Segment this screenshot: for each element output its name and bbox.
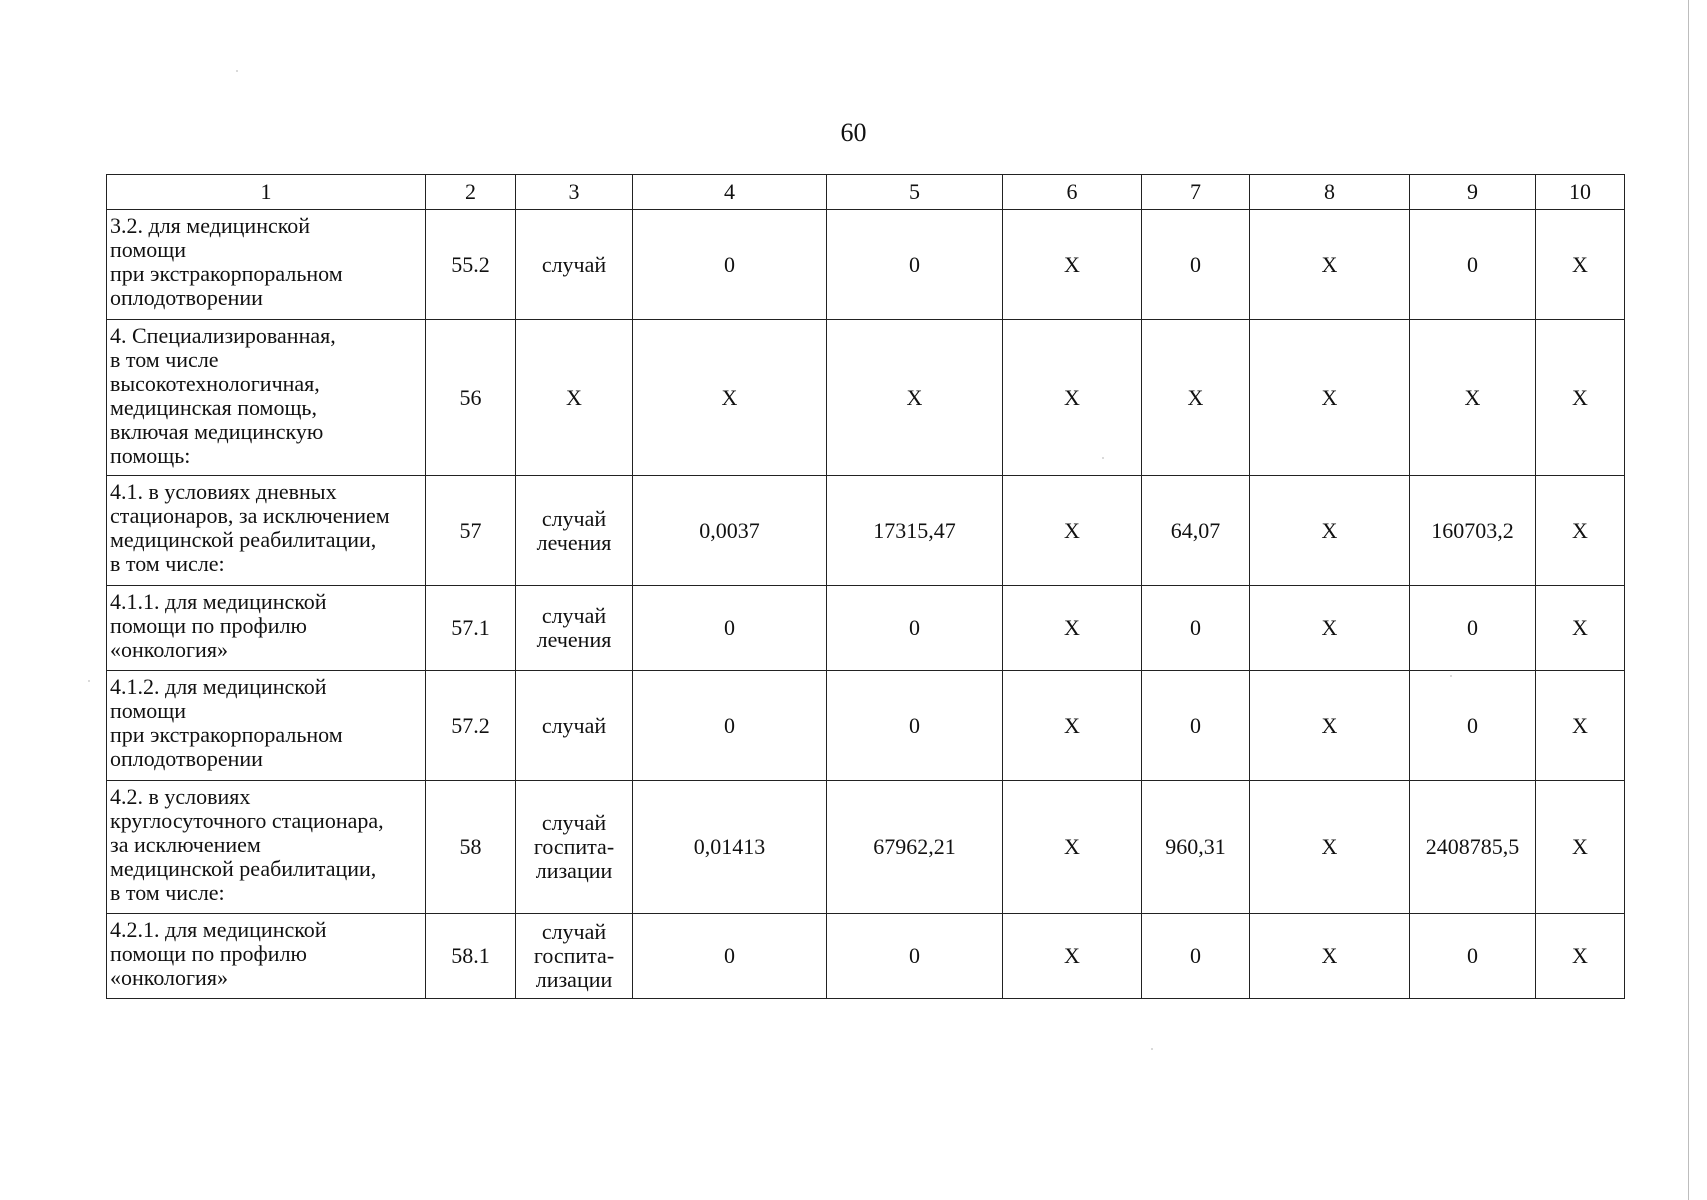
value-cell: X [1536, 320, 1625, 476]
value-cell: 0 [1410, 210, 1536, 320]
scan-speck [236, 70, 238, 72]
row-description: 4.1.2. для медицинской помощи при экстракорпоральном оплодотворении [107, 671, 426, 781]
row-description: 4.2.1. для медицинской помощи по профилю «онкология» [107, 914, 426, 999]
header-cell: 5 [827, 175, 1003, 210]
table-row [107, 320, 1625, 476]
value-cell: X [1003, 781, 1142, 914]
unit-cell: случай [516, 671, 633, 781]
data-table [106, 174, 1625, 999]
table-row [107, 476, 1625, 586]
header-cell: 7 [1142, 175, 1250, 210]
value-cell: X [633, 320, 827, 476]
value-cell: 0 [827, 586, 1003, 671]
row-number: 56 [426, 320, 516, 476]
row-description: 4.2. в условиях круглосуточного стационара, за исключением медицинской реабилитации, в том числе: [107, 781, 426, 914]
table-row [107, 210, 1625, 320]
value-cell: 0 [827, 914, 1003, 999]
value-cell: 0 [1410, 914, 1536, 999]
row-description: 4. Специализированная, в том числе высокотехнологичная, медицинская помощь, включая медицинскую помощь: [107, 320, 426, 476]
value-cell: 0 [633, 210, 827, 320]
unit-cell: случай лечения [516, 476, 633, 586]
value-cell: 0 [1410, 671, 1536, 781]
value-cell: 17315,47 [827, 476, 1003, 586]
row-number: 57 [426, 476, 516, 586]
row-description: 3.2. для медицинской помощи при экстракорпоральном оплодотворении [107, 210, 426, 320]
value-cell: X [1250, 210, 1410, 320]
unit-cell: X [516, 320, 633, 476]
row-number: 57.1 [426, 586, 516, 671]
unit-cell: случай госпита- лизации [516, 914, 633, 999]
table-row [107, 586, 1625, 671]
value-cell: X [1250, 320, 1410, 476]
value-cell: X [1003, 586, 1142, 671]
page-number: 60 [840, 118, 867, 147]
value-cell: X [1536, 586, 1625, 671]
unit-cell: случай лечения [516, 586, 633, 671]
row-description: 4.1.1. для медицинской помощи по профилю «онкология» [107, 586, 426, 671]
value-cell: X [1410, 320, 1536, 476]
value-cell: X [1250, 671, 1410, 781]
value-cell: 0 [1142, 586, 1250, 671]
table-header-row [107, 175, 1625, 210]
value-cell: 0,0037 [633, 476, 827, 586]
row-number: 58.1 [426, 914, 516, 999]
value-cell: 0,01413 [633, 781, 827, 914]
value-cell: X [1536, 914, 1625, 999]
header-cell: 6 [1003, 175, 1142, 210]
header-cell: 1 [107, 175, 426, 210]
value-cell: 0 [827, 671, 1003, 781]
table-row [107, 914, 1625, 999]
value-cell: X [1142, 320, 1250, 476]
value-cell: X [1536, 210, 1625, 320]
value-cell: 0 [1142, 914, 1250, 999]
table-row [107, 781, 1625, 914]
row-number: 58 [426, 781, 516, 914]
value-cell: 960,31 [1142, 781, 1250, 914]
value-cell: 0 [1142, 210, 1250, 320]
value-cell: 0 [1410, 586, 1536, 671]
scan-speck [1151, 1048, 1153, 1050]
value-cell: X [1250, 476, 1410, 586]
header-cell: 4 [633, 175, 827, 210]
row-number: 55.2 [426, 210, 516, 320]
header-cell: 2 [426, 175, 516, 210]
value-cell: 0 [633, 586, 827, 671]
value-cell: X [1003, 210, 1142, 320]
value-cell: 160703,2 [1410, 476, 1536, 586]
header-cell: 3 [516, 175, 633, 210]
scan-speck [88, 680, 90, 682]
value-cell: 67962,21 [827, 781, 1003, 914]
header-cell: 10 [1536, 175, 1625, 210]
header-cell: 9 [1410, 175, 1536, 210]
value-cell: 0 [633, 671, 827, 781]
value-cell: X [827, 320, 1003, 476]
value-cell: X [1003, 914, 1142, 999]
value-cell: 64,07 [1142, 476, 1250, 586]
value-cell: X [1250, 781, 1410, 914]
value-cell: X [1003, 320, 1142, 476]
value-cell: X [1003, 476, 1142, 586]
table-row [107, 671, 1625, 781]
value-cell: 0 [633, 914, 827, 999]
value-cell: X [1536, 671, 1625, 781]
value-cell: 2408785,5 [1410, 781, 1536, 914]
value-cell: 0 [827, 210, 1003, 320]
value-cell: 0 [1142, 671, 1250, 781]
unit-cell: случай госпита- лизации [516, 781, 633, 914]
scan-edge-line [1688, 0, 1689, 1200]
value-cell: X [1536, 781, 1625, 914]
row-number: 57.2 [426, 671, 516, 781]
value-cell: X [1250, 914, 1410, 999]
value-cell: X [1003, 671, 1142, 781]
header-cell: 8 [1250, 175, 1410, 210]
unit-cell: случай [516, 210, 633, 320]
row-description: 4.1. в условиях дневных стационаров, за исключением медицинской реабилитации, в том числе: [107, 476, 426, 586]
value-cell: X [1536, 476, 1625, 586]
value-cell: X [1250, 586, 1410, 671]
